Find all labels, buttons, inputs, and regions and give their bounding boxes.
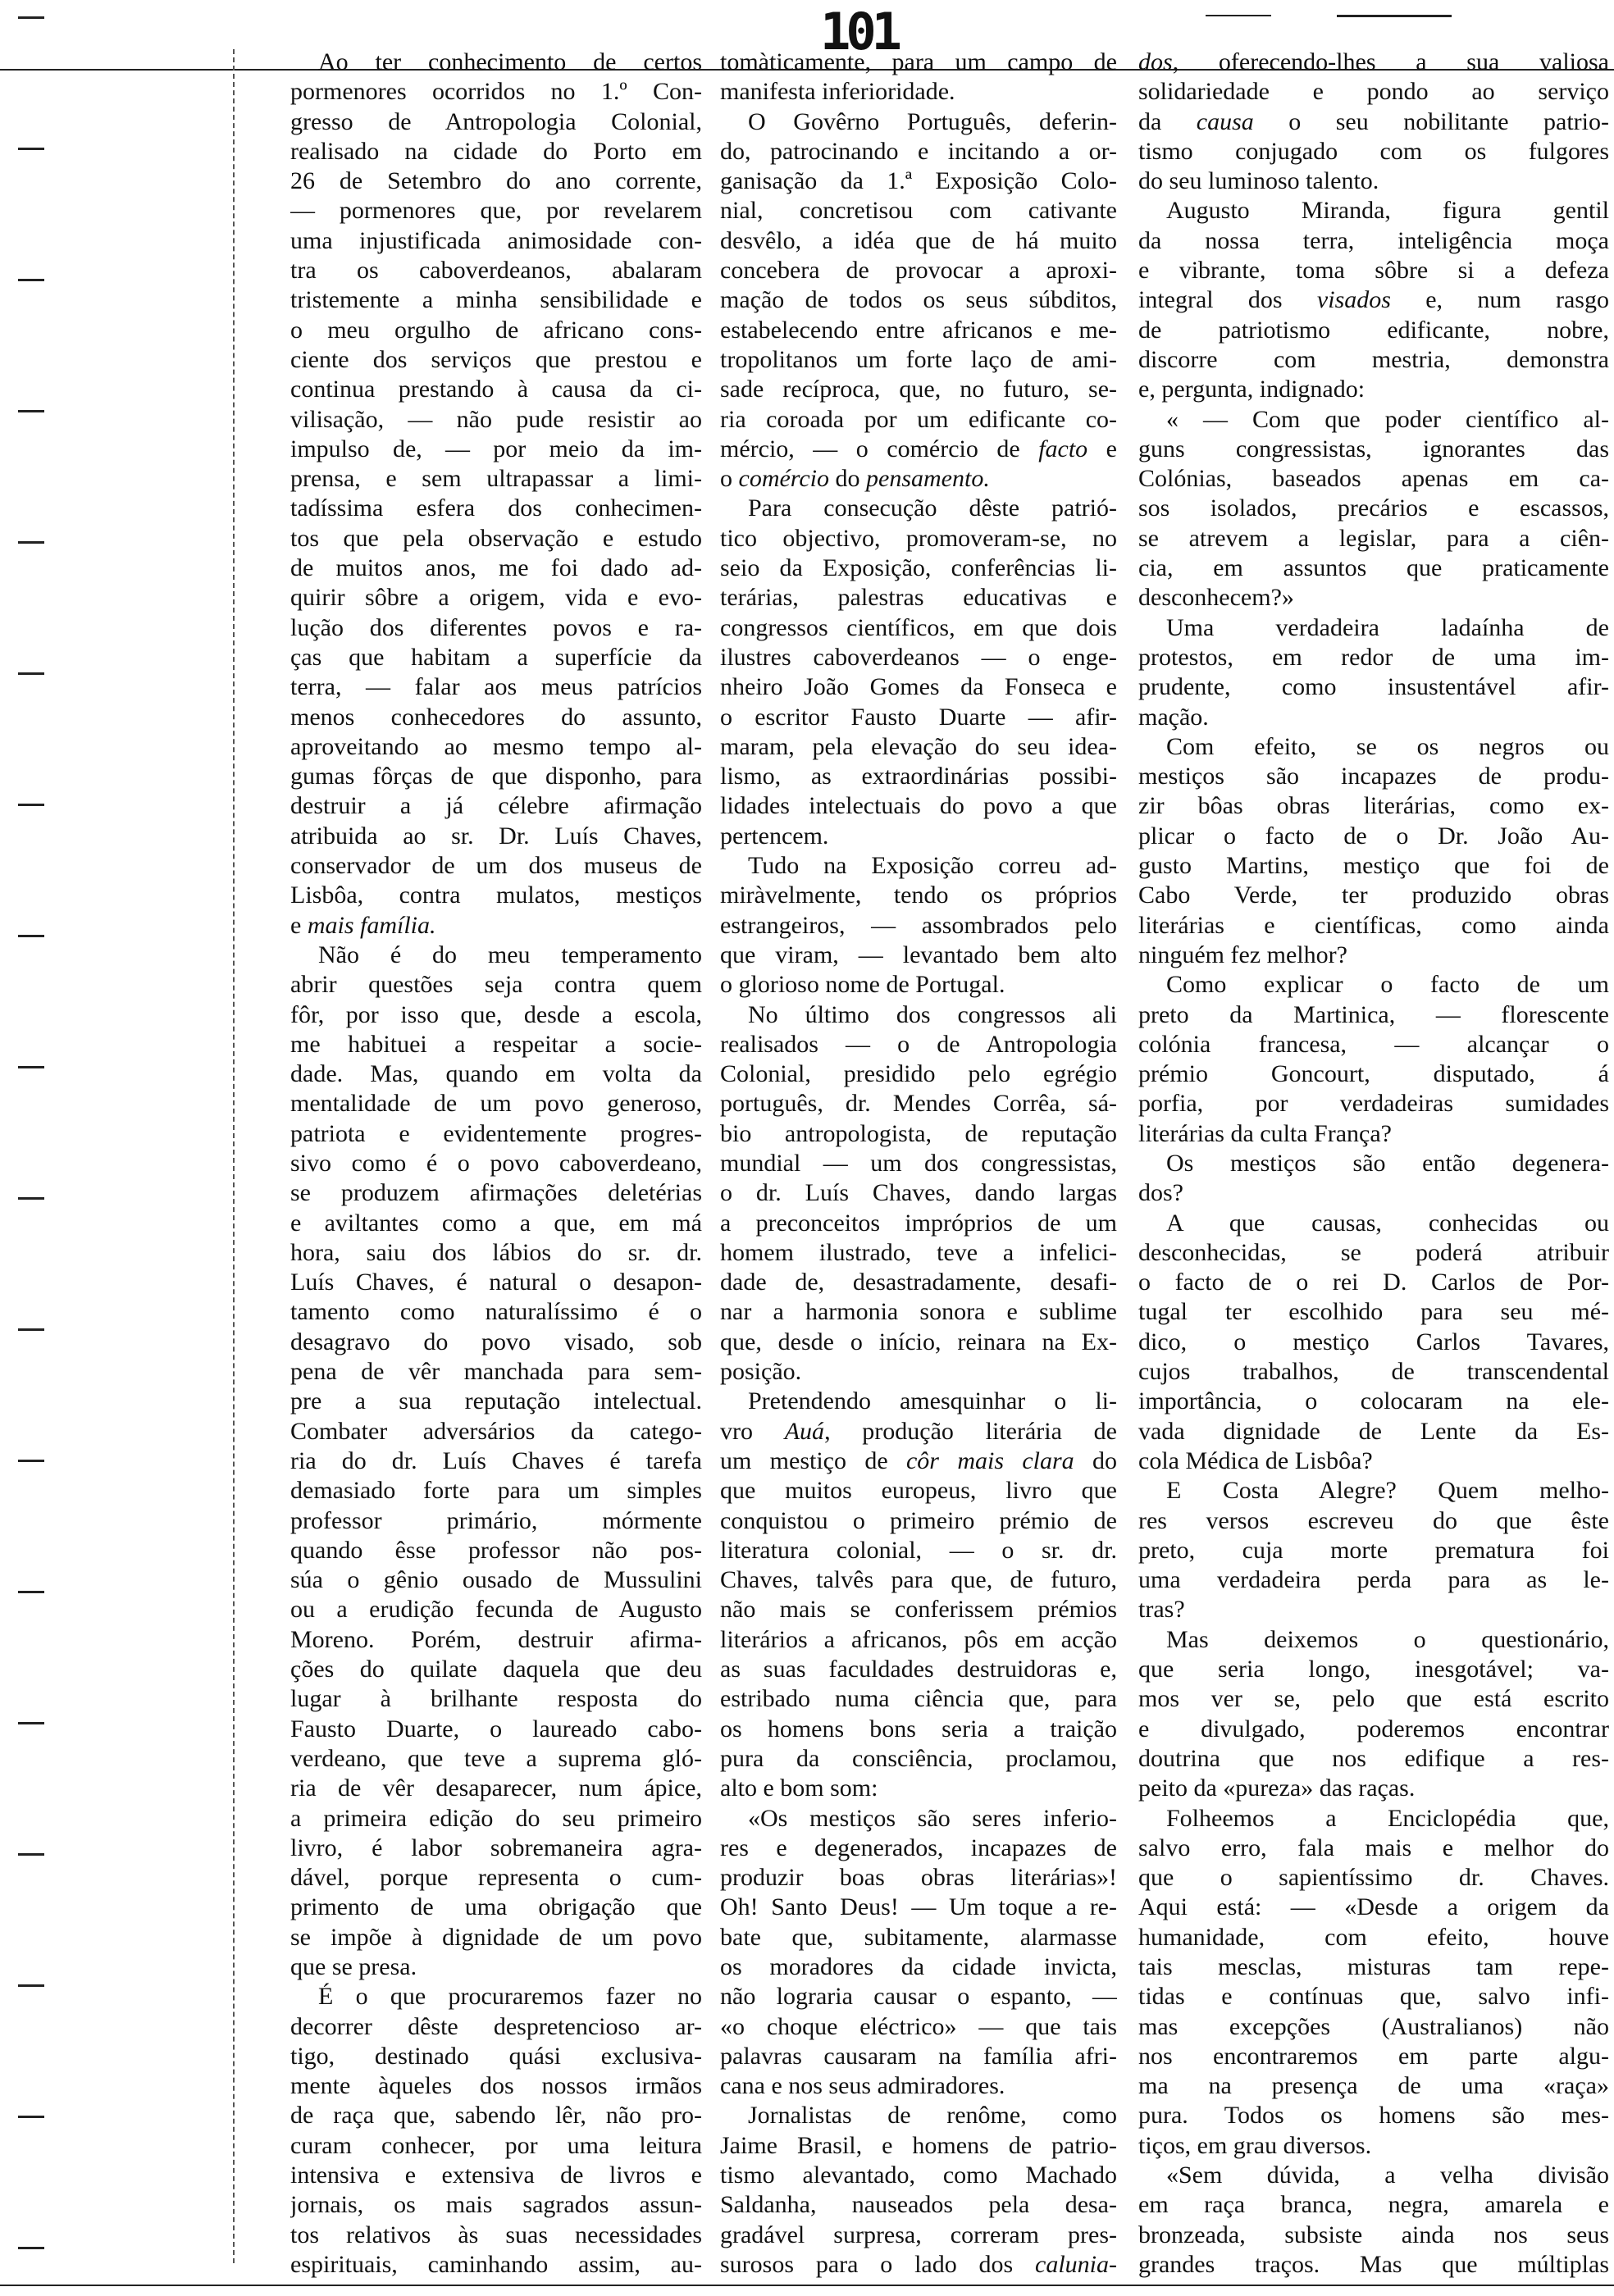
text-line: súa o gênio ousado de Mussulini [290,1566,702,1594]
text-line: ças que habitam a superfície da [290,643,702,671]
text-line: Chaves, talvês para que, de futuro, [720,1566,1117,1594]
text-line: o dr. Luís Chaves, dando largas [720,1179,1117,1207]
text-line: que viram, — levantado bem alto [720,941,1117,968]
article-column-3 [1138,48,1609,2280]
text-line: res e degenerados, incapazes de [720,1834,1117,1861]
text-line: Uma verdadeira ladaínha de [1166,613,1609,641]
text-line: produzir boas obras literárias»! [720,1864,1117,1892]
text-segment: o seu nobilitante patrio- [1253,107,1609,135]
top-rule-fragment [1337,15,1452,17]
text-line: primento de uma obrigação que [290,1893,702,1921]
text-line: Para consecução dêste patrió- [748,494,1117,522]
margin-tick [18,2247,44,2249]
text-line: É o que procuraremos fazer no [318,1983,702,2011]
margin-tick [18,410,44,412]
text-line: guns congressistas, ignorantes das [1138,435,1609,462]
text-line: tos que pela observação e estudo [290,524,702,552]
text-line: E Costa Alegre? Quem melho- [1166,1477,1609,1505]
italic-text: mais família. [307,911,436,939]
text-line: mentalidade de um povo generoso, [290,1090,702,1118]
text-line: Aqui está: — «Desde a origem da [1138,1893,1609,1921]
text-line: colónia francesa, — alcançar o [1138,1030,1609,1058]
text-line: nos encontraremos em parte algu- [1138,2042,1609,2070]
text-line: da nossa terra, inteligência moça [1138,226,1609,254]
text-line: pura da consciência, proclamou, [720,1744,1117,1772]
article-column-1 [290,48,702,2280]
text-line: homem ilustrado, teve a infelici- [720,1238,1117,1266]
text-line: se produzem afirmações deletérias [290,1179,702,1207]
text-line: lução dos diferentes povos e ra- [290,613,702,641]
text-line: pura. Todos os homens são mes- [1138,2102,1609,2130]
italic-text: causa [1196,107,1254,135]
text-line: gumas fôrças de que disponho, para [290,763,702,790]
text-line: ria do dr. Luís Chaves é tarefa [290,1446,702,1474]
text-line: tismo conjugado com os fulgores [1138,137,1609,165]
text-line: uma verdadeira perda para as le- [1138,1566,1609,1594]
text-line: posição. [720,1358,802,1386]
text-line: e aviltantes como a que, em má [290,1209,702,1237]
text-line: Não é do meu temperamento [318,941,702,968]
text-line: peito da «pureza» das raças. [1138,1774,1416,1802]
text-line: sivo como é o povo caboverdeano, [290,1149,702,1177]
text-line: tais mesclas, misturas tam repe- [1138,1953,1609,1980]
text-line: — pormenores que, por revelarem [290,197,702,225]
text-line: preto, cuja morte prematura foi [1138,1536,1609,1564]
text-segment: e [1087,435,1117,462]
text-line: miràvelmente, tendo os próprios [720,882,1117,909]
text-line: ria de vêr desaparecer, num ápice, [290,1774,702,1802]
text-line [720,1417,1117,1446]
text-line: nar a harmonia sonora e sublime [720,1298,1117,1326]
text-line: Cabo Verde, ter produzido obras [1138,882,1609,909]
text-line: congressos científicos, em que dois [720,613,1117,641]
text-line: pertencem. [720,822,829,850]
text-line: dável, porque representa o cum- [290,1864,702,1892]
text-line: ganisação da 1.ª Exposição Colo- [720,167,1117,195]
text-line: ciente dos serviços que prestou e [290,345,702,373]
text-line: intensiva e extensiva de livros e [290,2162,702,2189]
text-line: decorrer dêste despretencioso ar- [290,2012,702,2040]
text-line: «Os mestiços são seres inferio- [748,1804,1117,1832]
text-line: Augusto Miranda, figura gentil [1166,197,1609,225]
margin-tick [18,672,44,675]
margin-tick [18,1591,44,1593]
italic-text: Auá [784,1417,825,1445]
text-line: salvo erro, fala mais e melhor do [1138,1834,1609,1861]
text-line: destruir a já célebre afirmação [290,792,702,820]
margin-tick [18,1853,44,1856]
text-line: a preconceitos impróprios de um [720,1209,1117,1237]
text-segment: da [1138,107,1197,135]
text-line: Jornalistas de renôme, como [748,2102,1117,2130]
text-line: demasiado forte para um simples [290,1477,702,1505]
text-line: lismo, as extraordinárias possibi- [720,763,1117,790]
text-line: Folheemos a Enciclopédia que, [1166,1804,1609,1832]
text-line: espirituais, caminhando assim, au- [290,2250,702,2278]
text-line: Jaime Brasil, e homens de patrio- [720,2131,1117,2159]
text-line: curam conhecer, por uma leitura [290,2131,702,2159]
text-line: os homens bons seria a traição [720,1715,1117,1742]
text-line: doutrina que nos edifique a res- [1138,1744,1609,1772]
text-line: me habituei a respeitar a socie- [290,1030,702,1058]
text-line: ma na presença de uma «raça» [1138,2072,1609,2100]
text-line: de muitos anos, me foi dado ad- [290,554,702,582]
text-line: lidades intelectuais do povo a que [720,792,1117,820]
text-line: porfia, por verdadeiras sumidades [1138,1090,1609,1118]
text-line: concebera de provocar a aproxi- [720,257,1117,285]
text-line: cia, em assuntos que praticamente [1138,554,1609,582]
text-line [1138,48,1609,77]
text-line [1138,285,1609,315]
text-segment: e [290,911,308,939]
text-segment: , produção literária de [824,1417,1117,1445]
text-segment: , oferecendo-lhes a sua valiosa [1172,48,1609,75]
text-line: importância, o colocaram na ele- [1138,1387,1609,1415]
text-line: terárias, palestras educativas e [720,584,1117,612]
margin-tick [18,16,44,19]
text-line: Colónias, baseados apenas em ca- [1138,465,1609,493]
margin-tick [18,1328,44,1331]
text-line: conservador de um dos museus de [290,852,702,880]
text-line: prémio Goncourt, disputado, á [1138,1060,1609,1088]
text-line: Mas deixemos o questionário, [1166,1625,1609,1653]
text-line: nial, concretisou com cativante [720,197,1117,225]
text-line: de raça que, sabendo lêr, não pro- [290,2102,702,2130]
italic-text: dos [1138,48,1173,75]
text-line: cujos trabalhos, de transcendental [1138,1358,1609,1386]
text-line: zir bôas obras literárias, como ex- [1138,792,1609,820]
text-line: literárias e científicas, como ainda [1138,911,1609,939]
margin-dashed-line [233,49,235,2263]
text-line: literatura colonial, — o sr. dr. [720,1536,1117,1564]
text-line: maram, pela elevação do seu idea- [720,732,1117,760]
text-line: menos conhecedores do assunto, [290,703,702,731]
text-line: ninguém fez melhor? [1138,941,1347,968]
text-line: uma injustificada animosidade con- [290,226,702,254]
text-line: que seria longo, inesgotável; va- [1138,1656,1609,1683]
text-line: ilustres caboverdeanos — o enge- [720,643,1117,671]
text-line: 26 de Setembro do ano corrente, [290,167,702,195]
text-line: Saldanha, nauseados pela desa- [720,2191,1117,2219]
text-line: abrir questões seja contra quem [290,971,702,999]
text-line: manifesta inferioridade. [720,78,955,106]
text-line: gradável surpresa, correram pres- [720,2221,1117,2248]
text-line: quando êsse professor não pos- [290,1536,702,1564]
text-line: pena de vêr manchada para sem- [290,1358,702,1386]
text-line: dico, o mestiço Carlos Tavares, [1138,1328,1609,1355]
text-segment: e, num rasgo [1390,286,1609,314]
text-line: Como explicar o facto de um [1166,971,1609,999]
text-line: verdeano, que teve a suprema gló- [290,1744,702,1772]
text-line: mestiços são incapazes de produ- [1138,763,1609,790]
text-line: ções do quilate daquela que deu [290,1656,702,1683]
margin-tick [18,1197,44,1200]
text-line: realisados — o de Antropologia [720,1030,1117,1058]
margin-tick [18,1066,44,1068]
text-line: do seu luminoso talento. [1138,167,1379,195]
italic-text: facto [1038,435,1088,462]
text-line [720,435,1117,464]
text-segment: mércio, — o comércio de [720,435,1039,462]
text-line: que, desde o início, reinara na Ex- [720,1328,1117,1355]
text-line: O Govêrno Português, deferin- [748,107,1117,135]
text-line: Combater adversários da catego- [290,1417,702,1445]
text-line: conquistou o primeiro prémio de [720,1506,1117,1534]
text-line: e, pergunta, indignado: [1138,376,1366,403]
text-segment: o [720,465,739,493]
text-line: não lograria causar o espanto, — [720,1983,1117,2011]
text-line: solidariedade e pondo ao serviço [1138,78,1609,106]
text-line: desconhecidas, se poderá atribuir [1138,1238,1609,1266]
text-line: « — Com que poder científico al- [1166,405,1609,433]
text-line: tiços, em grau diversos. [1138,2131,1372,2159]
text-line: discorre com mestria, demonstra [1138,345,1609,373]
text-line: «o choque eléctrico» — que tais [720,2012,1117,2040]
text-line: Oh! Santo Deus! — Um toque a re- [720,1893,1117,1921]
text-line: gusto Martins, mestiço que foi de [1138,852,1609,880]
text-line [1138,107,1609,137]
text-line: tigo, destinado quási exclusiva- [290,2042,702,2070]
text-line: tidas e contínuas que, salvo infi- [1138,1983,1609,2011]
footer-rule [0,2285,1614,2286]
text-line: que se presa. [290,1953,417,1980]
italic-text: visados [1316,286,1391,314]
text-line: não mais se conferissem prémios [720,1596,1117,1624]
margin-tick [18,804,44,806]
text-line: prensa, e sem ultrapassar a limi- [290,465,702,493]
text-line: seio da Exposição, conferências li- [720,554,1117,582]
text-line: tamento como naturalíssimo é o [290,1298,702,1326]
text-line: aproveitando ao mesmo tempo al- [290,732,702,760]
italic-text: calunia- [1035,2250,1117,2278]
text-line: sade recíproca, que, no futuro, se- [720,376,1117,403]
text-line: estrangeiros, — assombrados pelo [720,911,1117,939]
text-line: dade. Mas, quando em volta da [290,1060,702,1088]
text-line: tico objectivo, promoveram-se, no [720,524,1117,552]
text-line: vilisação, — não pude resistir ao [290,405,702,433]
text-line: Moreno. Porém, destruir afirma- [290,1625,702,1653]
italic-text: pensamento. [866,465,990,493]
text-line: tras? [1138,1596,1185,1624]
text-line: se impõe à dignidade de um povo [290,1923,702,1951]
text-line: tra os caboverdeanos, abalaram [290,257,702,285]
text-line: protestos, em redor de uma im- [1138,643,1609,671]
text-line: que muitos europeus, livro que [720,1477,1117,1505]
text-line: grandes traços. Mas que múltiplas [1138,2250,1609,2278]
text-line: terra, — falar aos meus patrícios [290,673,702,701]
text-segment: um mestiço de [720,1446,906,1474]
margin-tick [18,935,44,937]
text-line: Pretendendo amesquinhar o li- [748,1387,1117,1415]
text-line: e divulgado, poderemos encontrar [1138,1715,1609,1742]
text-line: Fausto Duarte, o laureado cabo- [290,1715,702,1742]
text-line: e vibrante, toma sôbre si a defeza [1138,257,1609,285]
text-line [720,1446,1117,1476]
text-line: bio antropologista, de reputação [720,1119,1117,1147]
text-line: que o sapientíssimo dr. Chaves. [1138,1864,1609,1892]
text-line: em raça branca, negra, amarela e [1138,2191,1609,2219]
text-line: plicar o facto de o Dr. João Au- [1138,822,1609,850]
text-line: Ao ter conhecimento de certos [318,48,702,75]
text-line: estribado numa ciência que, para [720,1685,1117,1713]
text-line: mas excepções (Australianos) não [1138,2012,1609,2040]
text-line: literários a africanos, pôs em acção [720,1625,1117,1653]
text-line: cola Médica de Lisbôa? [1138,1446,1373,1474]
text-line: vada dignidade de Lente da Es- [1138,1417,1609,1445]
text-line: mos ver se, pelo que está escrito [1138,1685,1609,1713]
text-line: o facto de o rei D. Carlos de Por- [1138,1269,1609,1296]
text-line: sos isolados, precários e escassos, [1138,494,1609,522]
margin-tick [18,148,44,150]
text-line: tugal ter escolhido para seu mé- [1138,1298,1609,1326]
margin-tick [18,1984,44,1987]
text-line: fôr, por isso que, desde a escola, [290,1000,702,1028]
text-line: Os mestiços são então degenera- [1166,1149,1609,1177]
text-segment: integral dos [1138,286,1317,314]
text-line: gresso de Antropologia Colonial, [290,107,702,135]
text-line: Com efeito, se os negros ou [1166,732,1609,760]
text-line [720,464,1117,494]
text-line: tristemente a minha sensibilidade e [290,286,702,314]
italic-text: comércio [738,465,830,493]
text-line: as suas faculdades destruidoras e, [720,1656,1117,1683]
text-line: o meu orgulho de africano cons- [290,316,702,344]
margin-tick [18,1460,44,1462]
margin-tick [18,2116,44,2118]
text-line: livro, é labor sobremaneira agra- [290,1834,702,1861]
text-line: tismo alevantado, como Machado [720,2162,1117,2189]
text-line: português, dr. Mendes Corrêa, sá- [720,1090,1117,1118]
text-line: desagravo do povo visado, sob [290,1328,702,1355]
text-line: desvêlo, a idéa que de há muito [720,226,1117,254]
text-line: patriota e evidentemente progres- [290,1119,702,1147]
text-line: o escritor Fausto Duarte — afir- [720,703,1117,731]
text-line: bate que, subitamente, alarmasse [720,1923,1117,1951]
text-line: lugar à brilhante resposta do [290,1685,702,1713]
article-column-2 [720,48,1117,2280]
text-segment: do [829,465,867,493]
text-line: impulso de, — por meio da im- [290,435,702,462]
text-line: tadíssima esfera dos conhecimen- [290,494,702,522]
text-line: No último dos congressos ali [748,1000,1117,1028]
text-line: dade de, desastradamente, desafi- [720,1269,1117,1296]
text-line: desconhecem?» [1138,584,1294,612]
text-line: alto e bom som: [720,1774,878,1802]
text-segment: vro [720,1417,785,1445]
text-line: ria coroada por um edificante co- [720,405,1117,433]
text-line: se atrevem a legislar, para a ciên- [1138,524,1609,552]
margin-tick [18,279,44,281]
text-line: atribuida ao sr. Dr. Luís Chaves, [290,822,702,850]
text-line: palavras causaram na família afri- [720,2042,1117,2070]
text-line: Luís Chaves, é natural o desapon- [290,1269,702,1296]
text-line: do, patrocinando e incitando a or- [720,137,1117,165]
text-line: Lisbôa, contra mulatos, mestiços [290,882,702,909]
text-line: mação de todos os seus súbditos, [720,286,1117,314]
text-segment: do [1074,1446,1117,1474]
text-segment: surosos para o lado dos [720,2250,1036,2278]
text-line: A que causas, conhecidas ou [1166,1209,1609,1237]
text-line: mente àqueles dos nossos irmãos [290,2072,702,2100]
margin-tick [18,541,44,544]
text-line: o glorioso nome de Portugal. [720,971,1005,999]
text-line: tropolitanos um forte laço de ami- [720,345,1117,373]
text-line: tomàticamente, para um campo de [720,48,1117,75]
text-line: jornais, os mais sagrados assun- [290,2191,702,2219]
text-line: os moradores da cidade invicta, [720,1953,1117,1980]
italic-text: côr mais clara [905,1446,1074,1474]
text-line: res versos escreveu do que êste [1138,1506,1609,1534]
text-line: ou a erudição fecunda de Augusto [290,1596,702,1624]
text-line: a primeira edição do seu primeiro [290,1804,702,1832]
top-rule-fragment [1206,15,1271,16]
text-line: realisado na cidade do Porto em [290,137,702,165]
text-line: professor primário, mórmente [290,1506,702,1534]
text-line: nheiro João Gomes da Fonseca e [720,673,1117,701]
text-line: cana e nos seus admiradores. [720,2072,1005,2100]
text-line: bronzeada, subsiste ainda nos seus [1138,2221,1609,2248]
text-line: pre a sua reputação intelectual. [290,1387,702,1415]
text-line: mação. [1138,703,1209,731]
text-line: preto da Martinica, — florescente [1138,1000,1609,1028]
text-line: tos relativos às suas necessidades [290,2221,702,2248]
text-line: pormenores ocorridos no 1.º Con- [290,78,702,106]
page-number: 101 [820,2,897,61]
text-line: quirir sôbre a origem, vida e evo- [290,584,702,612]
text-line: mundial — um dos congressistas, [720,1149,1117,1177]
text-line: Tudo na Exposição correu ad- [748,852,1117,880]
text-line: prudente, como insustentável afir- [1138,673,1609,701]
margin-tick [18,1722,44,1724]
text-line: de patriotismo edificante, nobre, [1138,316,1609,344]
text-line: hora, saiu dos lábios do sr. dr. [290,1238,702,1266]
text-line: dos? [1138,1179,1183,1207]
text-line: literárias da culta França? [1138,1119,1392,1147]
text-line: estabelecendo entre africanos e me- [720,316,1117,344]
text-line: humanidade, com efeito, houve [1138,1923,1609,1951]
text-line: continua prestando à causa da ci- [290,376,702,403]
text-line: Colonial, presidido pelo egrégio [720,1060,1117,1088]
text-line [720,2250,1117,2280]
text-line: «Sem dúvida, a velha divisão [1166,2162,1609,2189]
text-line [290,911,702,941]
